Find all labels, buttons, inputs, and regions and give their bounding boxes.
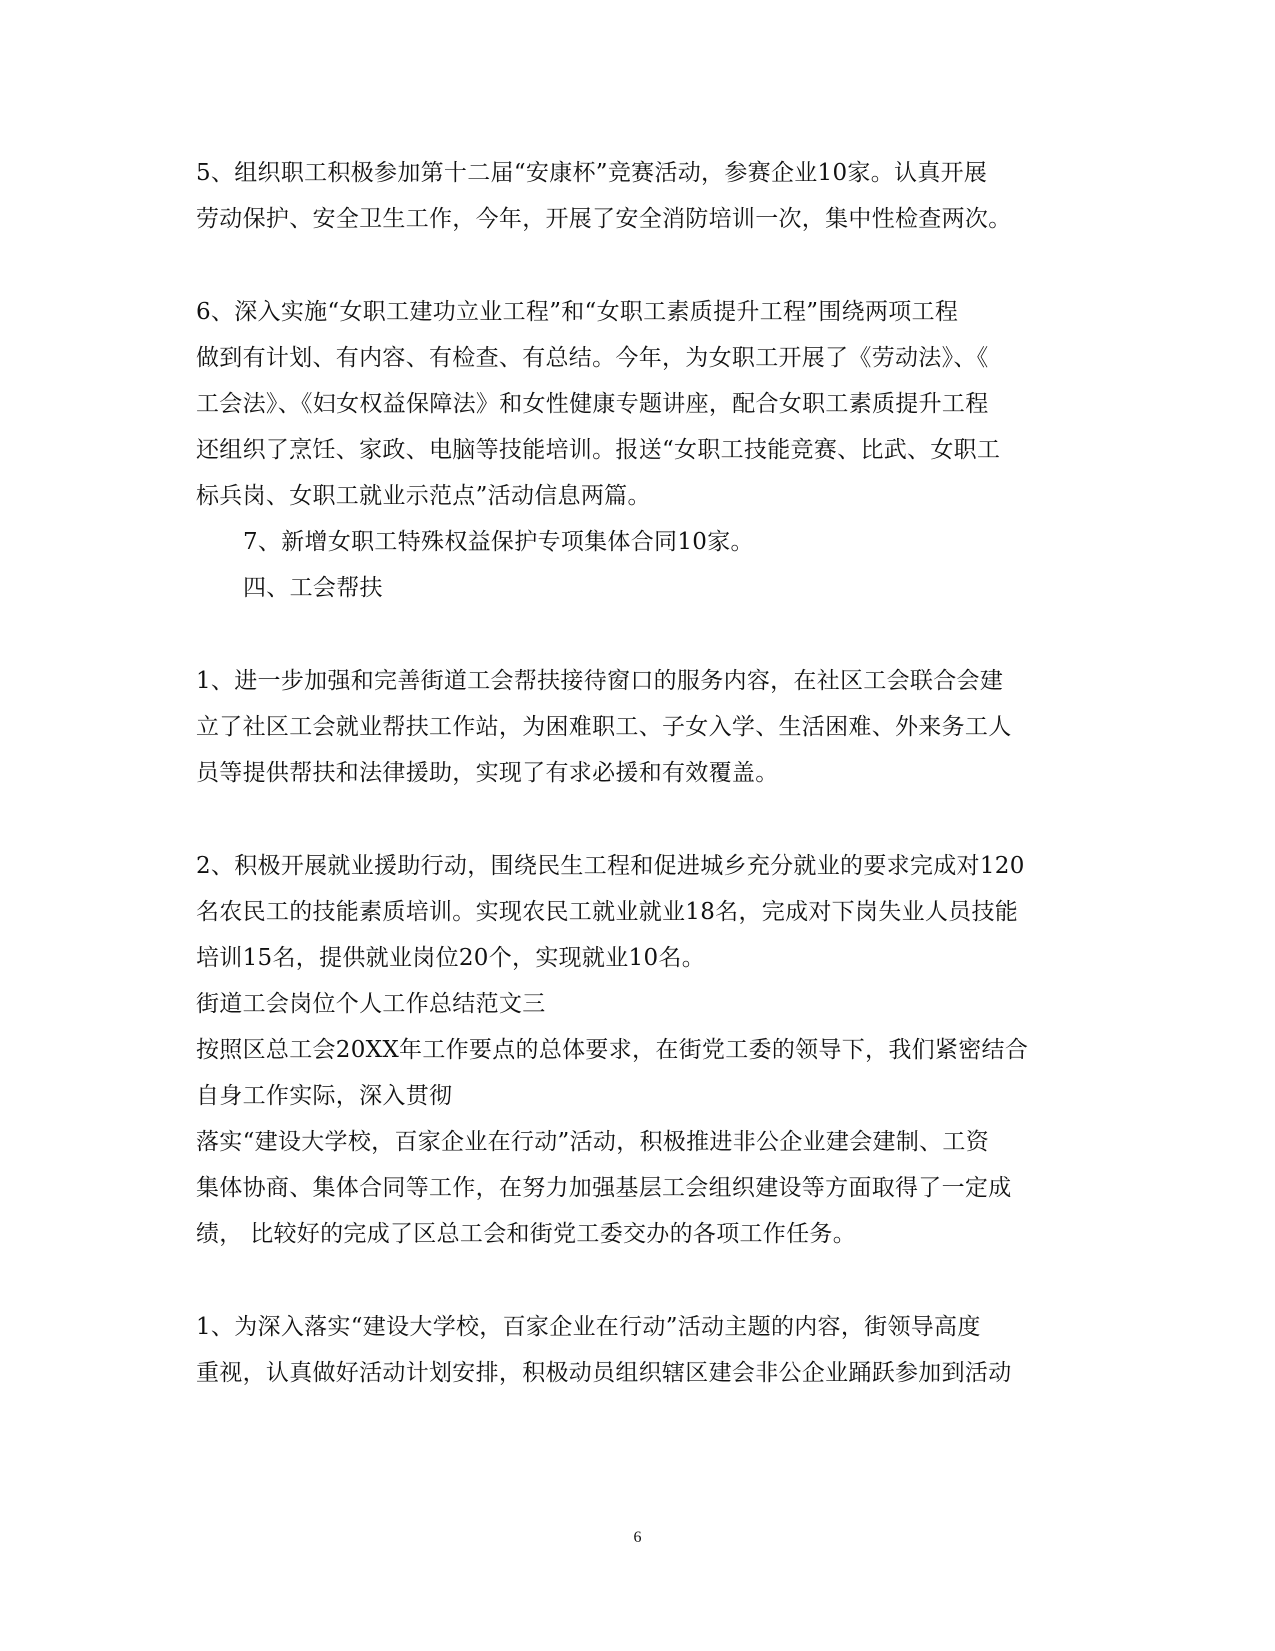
text-line: 劳动保护、安全卫生工作，今年，开展了安全消防培训一次，集中性检查两次。: [196, 206, 1012, 232]
text-line: 6、深入实施“女职工建功立业工程”和“女职工素质提升工程”围绕两项工程: [196, 299, 959, 325]
text-line: 标兵岗、女职工就业示范点”活动信息两篇。: [196, 483, 651, 509]
section-heading: 四、工会帮扶: [243, 575, 383, 601]
text-line: 1、进一步加强和完善街道工会帮扶接待窗口的服务内容，在社区工会联合会建: [196, 668, 1004, 694]
text-line: 自身工作实际，深入贯彻: [196, 1083, 453, 1109]
text-line: 5、组织职工积极参加第十二届“安康杯”竞赛活动，参赛企业10家。认真开展: [196, 160, 988, 186]
text-line: 培训15名，提供就业岗位20个，实现就业10名。: [196, 945, 705, 971]
text-line: 绩， 比较好的完成了区总工会和街党工委交办的各项工作任务。: [196, 1221, 857, 1247]
text-line: 工会法》、《妇女权益保障法》和女性健康专题讲座，配合女职工素质提升工程: [196, 391, 989, 417]
text-line: 名农民工的技能素质培训。实现农民工就业就业18名，完成对下岗失业人员技能: [196, 899, 1019, 925]
page-number: 6: [633, 1529, 642, 1546]
text-line: 落实“建设大学校，百家企业在行动”活动，积极推进非公企业建会建制、工资: [196, 1129, 990, 1155]
text-line: 重视，认真做好活动计划安排，积极动员组织辖区建会非公企业踊跃参加到活动: [196, 1360, 1012, 1386]
text-line: 做到有计划、有内容、有检查、有总结。今年，为女职工开展了《劳动法》、《: [196, 345, 989, 371]
text-line: 7、新增女职工特殊权益保护专项集体合同10家。: [243, 529, 754, 555]
document-title: 街道工会岗位个人工作总结范文三: [196, 991, 546, 1017]
text-line: 立了社区工会就业帮扶工作站，为困难职工、子女入学、生活困难、外来务工人: [196, 714, 1012, 740]
text-line: 1、为深入落实“建设大学校，百家企业在行动”活动主题的内容，街领导高度: [196, 1314, 981, 1340]
text-line: 按照区总工会20XX年工作要点的总体要求，在街党工委的领导下，我们紧密结合: [196, 1037, 1029, 1063]
text-line: 2、积极开展就业援助行动，围绕民生工程和促进城乡充分就业的要求完成对120: [196, 853, 1025, 879]
text-line: 员等提供帮扶和法律援助，实现了有求必援和有效覆盖。: [196, 760, 779, 786]
text-line: 集体协商、集体合同等工作，在努力加强基层工会组织建设等方面取得了一定成: [196, 1175, 1012, 1201]
text-line: 还组织了烹饪、家政、电脑等技能培训。报送“女职工技能竞赛、比武、女职工: [196, 437, 1001, 463]
